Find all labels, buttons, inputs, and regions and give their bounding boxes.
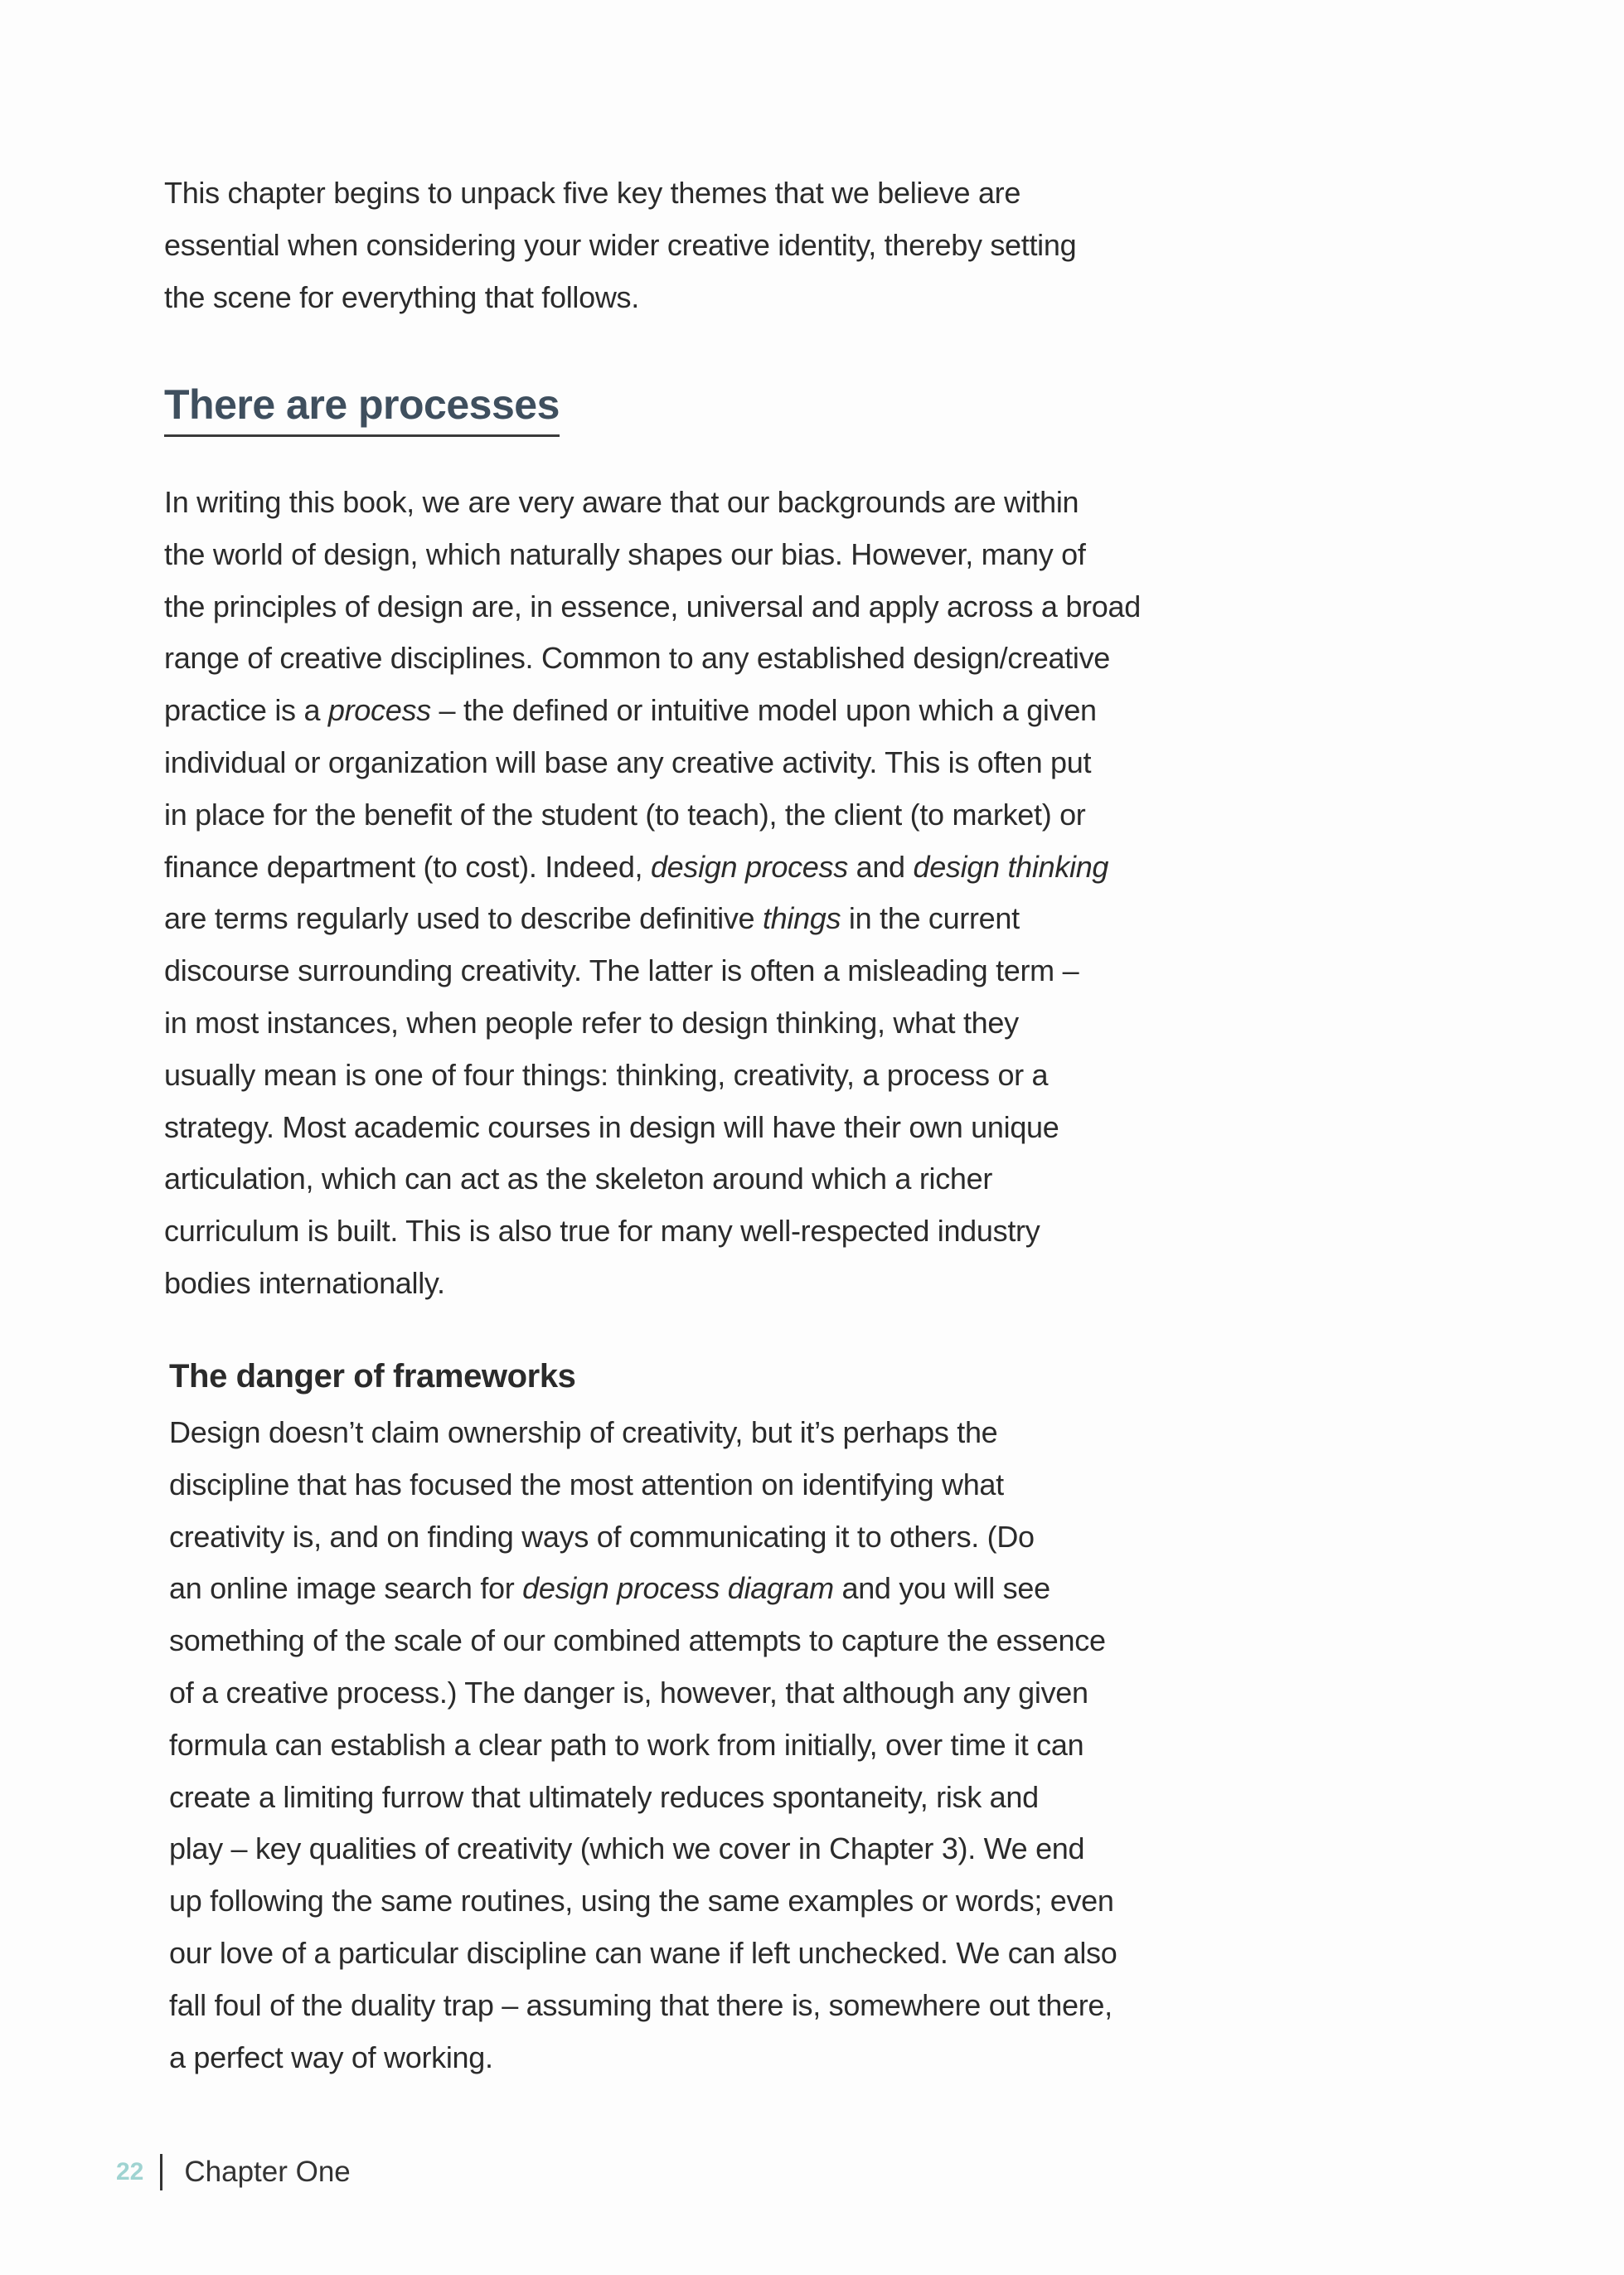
chapter-label: Chapter One bbox=[184, 2156, 351, 2188]
subsection-paragraph bbox=[169, 1407, 1280, 2083]
page-number: 22 bbox=[116, 2158, 144, 2185]
text-line: bodies internationally. bbox=[164, 1265, 445, 1300]
text-line: finance department (to cost). Indeed, design process and design thinking bbox=[164, 849, 1109, 884]
text-line: Design doesn’t claim ownership of creativity, but it’s perhaps the bbox=[169, 1415, 998, 1449]
emphasis: things bbox=[762, 901, 841, 936]
section-paragraph bbox=[164, 477, 1275, 1310]
text-line: practice is a process – the defined or intuitive model upon which a given bbox=[164, 693, 1097, 728]
text-line: our love of a particular discipline can wane if left unchecked. We can also bbox=[169, 1935, 1117, 1970]
text-line: strategy. Most academic courses in design will have their own unique bbox=[164, 1109, 1059, 1144]
emphasis: process bbox=[327, 693, 431, 728]
text-line: range of creative disciplines. Common to any established design/creative bbox=[164, 641, 1111, 676]
text-line: create a limiting furrow that ultimately reduces spontaneity, risk and bbox=[169, 1779, 1039, 1814]
text-line: are terms regularly used to describe definitive things in the current bbox=[164, 901, 1020, 936]
text-line: an online image search for design process diagram and you will see bbox=[169, 1571, 1050, 1606]
text-line: the world of design, which naturally shapes our bias. However, many of bbox=[164, 536, 1086, 571]
text-line: in most instances, when people refer to design thinking, what they bbox=[164, 1005, 1019, 1040]
text-line: up following the same routines, using the same examples or words; even bbox=[169, 1884, 1114, 1918]
intro-line: essential when considering your wider creative identity, thereby setting bbox=[164, 227, 1077, 262]
text-line: formula can establish a clear path to work from initially, over time it can bbox=[169, 1727, 1084, 1762]
emphasis: design process diagram bbox=[522, 1571, 834, 1606]
text-line: individual or organization will base any creative activity. This is often put bbox=[164, 745, 1092, 779]
text-line: discourse surrounding creativity. The latter is often a misleading term – bbox=[164, 953, 1079, 988]
text-line: a perfect way of working. bbox=[169, 2040, 493, 2074]
subsection-heading: The danger of frameworks bbox=[169, 1358, 576, 1395]
text-line: creativity is, and on finding ways of communicating it to others. (Do bbox=[169, 1519, 1035, 1554]
text-line: articulation, which can act as the skeleton around which a richer bbox=[164, 1162, 993, 1196]
footer-divider bbox=[160, 2154, 162, 2190]
text-line: discipline that has focused the most attention on identifying what bbox=[169, 1467, 1004, 1501]
text-line: curriculum is built. This is also true for many well-respected industry bbox=[164, 1214, 1040, 1249]
text-line: usually mean is one of four things: thinking, creativity, a process or a bbox=[164, 1057, 1049, 1092]
intro-line: the scene for everything that follows. bbox=[164, 279, 639, 314]
section-heading: There are processes bbox=[164, 381, 560, 437]
emphasis: design process bbox=[650, 849, 848, 884]
text-line: the principles of design are, in essence, universal and apply across a broad bbox=[164, 589, 1141, 623]
page-footer bbox=[116, 2154, 351, 2190]
intro-paragraph bbox=[164, 167, 1275, 323]
text-line: fall foul of the duality trap – assuming that there is, somewhere out there, bbox=[169, 1987, 1113, 2022]
text-line: In writing this book, we are very aware that our backgrounds are within bbox=[164, 485, 1079, 519]
text-line: in place for the benefit of the student (to teach), the client (to market) or bbox=[164, 797, 1086, 832]
text-line: play – key qualities of creativity (which we cover in Chapter 3). We end bbox=[169, 1831, 1085, 1866]
text-line: of a creative process.) The danger is, however, that although any given bbox=[169, 1675, 1088, 1710]
intro-line: This chapter begins to unpack five key themes that we believe are bbox=[164, 176, 1021, 210]
text-line: something of the scale of our combined attempts to capture the essence bbox=[169, 1623, 1106, 1658]
emphasis: design thinking bbox=[913, 849, 1109, 884]
